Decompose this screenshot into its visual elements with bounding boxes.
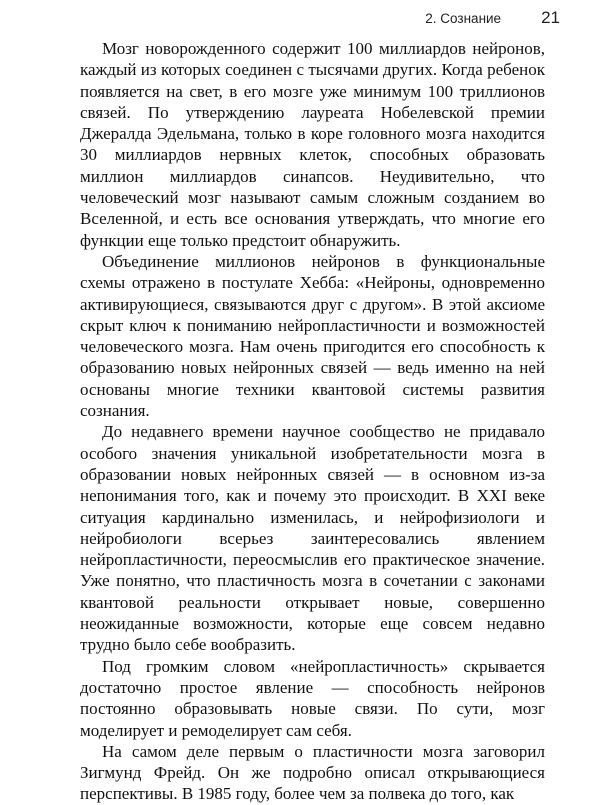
running-head: 2. Сознание — [425, 11, 502, 26]
paragraph-2: Объединение миллионов нейронов в функциональные схемы отражено в постулате Хебба: «Нейроны, одновременно активирующиеся, связываются друг с другом». В этой аксиоме скрыт ключ к пониманию нейропластичности и возможностей человеческого мозга. Нам очень пригодится его способность к образованию новых нейронных связей — ведь именно на ней основаны многие техники квантовой системы развития сознания. — [80, 251, 545, 421]
paragraph-1: Мозг новорожденного содержит 100 миллиардов нейронов, каждый из которых соединен с тысячами других. Когда ребенок появляется на свет, в его мозге уже минимум 100 триллионов связей. По утверждению лауреата Нобелевской премии Джералда Эдельмана, только в коре головного мозга находится 30 миллиардов нервных клеток, способных образовать миллион миллиардов синапсов. Неудивительно, что человеческий мозг называют самым сложным созданием во Вселенной, и есть все основания утверждать, что многие его функции еще только предстоит обнаружить. — [80, 39, 545, 250]
page-number: 21 — [541, 8, 560, 27]
body-text — [80, 38, 545, 805]
paragraph-4: Под громким словом «нейропластичность» скрывается достаточно простое явление — способность нейронов постоянно образовывать новые связи. По сути, мозг моделирует и ремоделирует сам себя. — [80, 656, 545, 740]
page-header — [60, 8, 560, 30]
paragraph-3: До недавнего времени научное сообщество не придавало особого значения уникальной изобретательности мозга в образовании новых нейронных связей — в основном из-за непонимания того, как и почему это происходит. В XXI веке ситуация кардинально изменилась, и нейрофизиологи и нейробиологи всерьез заинтересовались явлением нейропластичности, переосмыслив его практическое значение. Уже понятно, что пластичность мозга в сочетании с законами квантовой реальности открывает новые, совершенно неожиданные возможности, которые еще совсем недавно трудно было себе вообразить. — [80, 422, 545, 655]
paragraph-5: На самом деле первым о пластичности мозга заговорил Зигмунд Фрейд. Он же подробно описал открывающиеся перспективы. В 1985 году, более чем за полвека до того, как — [80, 741, 545, 804]
